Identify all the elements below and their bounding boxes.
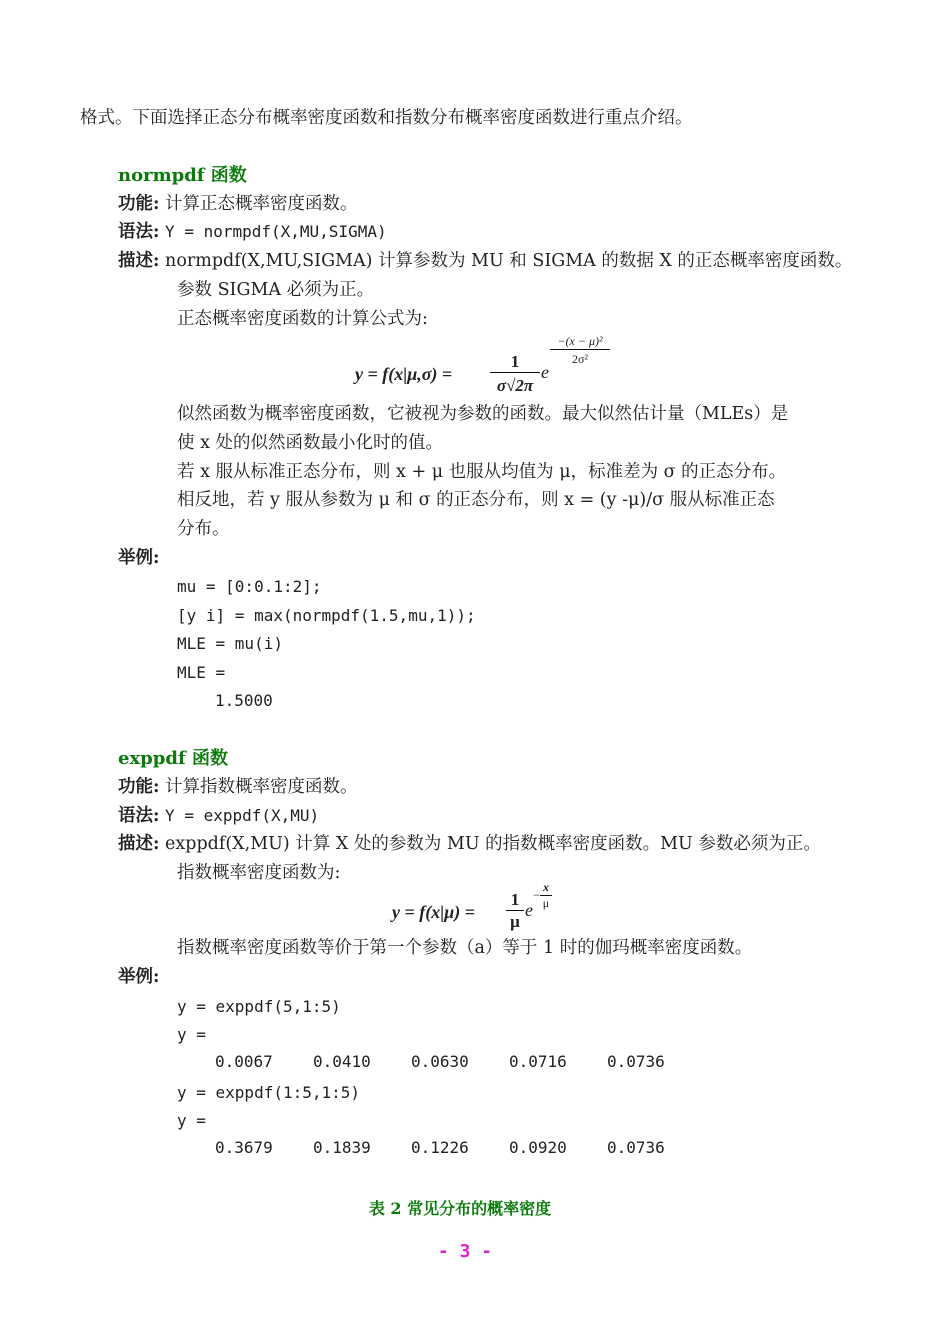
formula-num: 1 xyxy=(506,890,524,911)
formula-num: 1 xyxy=(490,352,540,373)
normpdf-desc-line3: 正态概率密度函数的计算公式为: xyxy=(177,309,428,329)
normpdf-para2-line3: 分布。 xyxy=(177,519,230,539)
intro-paragraph: 格式。下面选择正态分布概率密度函数和指数分布概率密度函数进行重点介绍。 xyxy=(80,108,693,128)
syntax-label: 语法: xyxy=(118,222,160,242)
formula-den: μ xyxy=(510,912,520,931)
function-label: 功能: xyxy=(118,194,160,214)
syntax-text: Y = normpdf(X,MU,SIGMA) xyxy=(165,222,387,241)
function-text: 计算指数概率密度函数。 xyxy=(165,777,358,797)
normpdf-example-label: 举例: xyxy=(118,548,160,568)
page-number: - 3 - xyxy=(437,1241,493,1262)
normpdf-syntax-row xyxy=(118,220,387,244)
table-caption: 表 2 常见分布的概率密度 xyxy=(368,1199,552,1218)
exppdf-section-title: exppdf 函数 xyxy=(118,748,228,769)
normpdf-para1-line1: 似然函数为概率密度函数，它被视为参数的函数。最大似然估计量（MLEs）是 xyxy=(177,404,789,424)
code-line: y = exppdf(5,1:5) xyxy=(177,997,341,1016)
result-value: 0.3679 xyxy=(215,1138,273,1157)
normpdf-section-title: normpdf 函数 xyxy=(118,165,247,186)
code-line: mu = [0:0.1:2]; xyxy=(177,577,322,596)
desc-label: 描述: xyxy=(118,834,160,854)
normpdf-para1-line2: 使 x 处的似然函数最小化时的值。 xyxy=(177,433,443,453)
result-value: 0.0920 xyxy=(509,1138,567,1157)
desc-text: exppdf(X,MU) 计算 X 处的参数为 MU 的指数概率密度函数。MU 参数必须为正。 xyxy=(165,834,821,854)
result-value: 0.1226 xyxy=(411,1138,469,1157)
formula-exp-num: −(x − μ)² xyxy=(550,334,610,350)
result-value: 0.0410 xyxy=(313,1052,371,1071)
normal-pdf-formula xyxy=(355,330,615,400)
exppdf-example-label: 举例: xyxy=(118,967,160,987)
normpdf-para2-line1: 若 x 服从标准正态分布，则 x + μ 也服从均值为 μ，标准差为 σ 的正态分布。 xyxy=(177,462,787,482)
formula-lhs: y = f(x|μ) = xyxy=(392,902,475,922)
result-value: 0.1839 xyxy=(313,1138,371,1157)
code-line: y = xyxy=(177,1025,206,1044)
exppdf-desc-row xyxy=(118,832,821,856)
syntax-text: Y = exppdf(X,MU) xyxy=(165,806,320,825)
code-line: y = exppdf(1:5,1:5) xyxy=(177,1083,361,1102)
exppdf-syntax-row xyxy=(118,804,319,828)
result-value: 0.0716 xyxy=(509,1052,567,1071)
formula-e: e xyxy=(541,362,549,382)
result-value: 0.0067 xyxy=(215,1052,273,1071)
exppdf-function-row xyxy=(118,775,358,799)
formula-den: σ√2π xyxy=(496,376,534,395)
function-label: 功能: xyxy=(118,777,160,797)
result-value: 0.0736 xyxy=(607,1138,665,1157)
formula-exp-den: 2σ² xyxy=(571,352,589,366)
normpdf-desc-row xyxy=(118,249,852,273)
code-line: MLE = mu(i) xyxy=(177,634,283,653)
syntax-label: 语法: xyxy=(118,806,160,826)
desc-label: 描述: xyxy=(118,251,160,271)
formula-exp-num: x xyxy=(540,880,552,896)
code-line: y = xyxy=(177,1111,206,1130)
formula-exp-sign: − xyxy=(533,888,540,902)
desc-text: normpdf(X,MU,SIGMA) 计算参数为 MU 和 SIGMA 的数据 X 的正态概率密度函数。 xyxy=(165,251,853,271)
function-text: 计算正态概率密度函数。 xyxy=(165,194,358,214)
formula-lhs: y = f(x|μ,σ) = xyxy=(355,364,453,384)
result-value: 0.0736 xyxy=(607,1052,665,1071)
result-value: 0.0630 xyxy=(411,1052,469,1071)
code-line: MLE = xyxy=(177,663,226,682)
formula-e: e xyxy=(525,900,533,920)
exppdf-para1: 指数概率密度函数等价于第一个参数（a）等于 1 时的伽玛概率密度函数。 xyxy=(177,938,753,958)
normpdf-desc-line2: 参数 SIGMA 必须为正。 xyxy=(177,280,375,300)
normpdf-para2-line2: 相反地，若 y 服从参数为 μ 和 σ 的正态分布，则 x = (y -μ)/σ 服从标准正态 xyxy=(177,490,775,510)
code-line: [y i] = max(normpdf(1.5,mu,1)); xyxy=(177,606,476,625)
code-result: 1.5000 xyxy=(215,691,273,710)
exponential-pdf-formula xyxy=(392,880,572,936)
exppdf-desc-line2: 指数概率密度函数为: xyxy=(177,863,341,883)
normpdf-function-row xyxy=(118,192,358,216)
formula-exp-den: μ xyxy=(542,896,550,910)
